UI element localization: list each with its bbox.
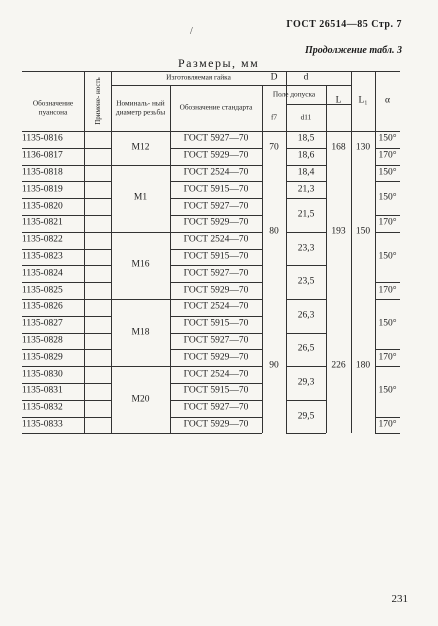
span-rule <box>111 366 170 367</box>
header-d11: d11 <box>300 112 312 122</box>
row-rule <box>22 299 111 300</box>
table-row-designation: 1135-0833 <box>22 419 63 430</box>
d-value-cell: 23,5 <box>297 276 315 287</box>
row-rule <box>170 282 262 283</box>
column-rule <box>111 71 112 433</box>
span-rule <box>375 433 400 434</box>
d-value-cell: 18,5 <box>297 133 315 144</box>
table-row-standard: ГОСТ 5915—70 <box>183 251 249 262</box>
span-rule <box>111 232 170 233</box>
row-rule <box>170 165 262 166</box>
table-row-standard: ГОСТ 2524—70 <box>183 167 249 178</box>
table-row-designation: 1135-0819 <box>22 184 63 195</box>
row-rule <box>22 282 111 283</box>
table-row-designation: 1136-0817 <box>22 150 63 161</box>
span-rule <box>286 198 326 199</box>
table-row-standard: ГОСТ 5915—70 <box>183 385 249 396</box>
table-row-designation: 1135-0818 <box>22 167 63 178</box>
table-row-standard: ГОСТ 5927—70 <box>183 200 249 211</box>
span-rule <box>111 165 170 166</box>
header-L1: L₁ <box>358 95 368 106</box>
row-rule <box>170 383 262 384</box>
row-rule <box>22 333 111 334</box>
row-rule <box>170 232 262 233</box>
table-row-designation: 1135-0830 <box>22 368 63 379</box>
alpha-value-cell: 150° <box>378 167 397 178</box>
group-header-rule <box>111 85 351 86</box>
header-alpha: α <box>385 95 390 106</box>
alpha-value-cell: 170° <box>378 284 397 295</box>
alpha-value-cell: 150° <box>378 133 397 144</box>
d-value-cell: 26,5 <box>297 343 315 354</box>
alpha-value-cell: 150° <box>378 318 397 329</box>
dimensions-table <box>22 71 400 433</box>
row-rule <box>22 349 111 350</box>
alpha-value-cell: 170° <box>378 150 397 161</box>
table-row-designation: 1135-0825 <box>22 284 63 295</box>
D-value-cell: 70 <box>269 142 279 153</box>
nominal-diameter-cell: М1 <box>133 192 148 203</box>
header-d: d <box>303 72 309 83</box>
column-rule <box>326 85 327 433</box>
row-rule <box>22 181 111 182</box>
row-rule <box>22 366 111 367</box>
span-rule <box>286 299 326 300</box>
span-rule <box>375 148 400 149</box>
row-rule <box>22 215 111 216</box>
span-rule <box>286 181 326 182</box>
table-row-designation: 1135-0831 <box>22 385 63 396</box>
pencil-mark: / <box>190 26 193 37</box>
row-rule <box>22 383 111 384</box>
row-rule <box>22 417 111 418</box>
row-rule <box>22 316 111 317</box>
table-row-designation: 1135-0826 <box>22 301 63 312</box>
row-rule <box>170 433 262 434</box>
span-rule <box>375 215 400 216</box>
alpha-value-cell: 150° <box>378 251 397 262</box>
table-row-standard: ГОСТ 5929—70 <box>183 284 249 295</box>
column-rule <box>351 71 352 433</box>
span-rule <box>286 366 326 367</box>
row-rule <box>22 400 111 401</box>
table-row-designation: 1135-0823 <box>22 251 63 262</box>
table-row-designation: 1135-0824 <box>22 268 63 279</box>
table-row-standard: ГОСТ 5927—70 <box>183 268 249 279</box>
header-f7: f7 <box>270 112 278 122</box>
span-rule <box>375 232 400 233</box>
table-row-standard: ГОСТ 5915—70 <box>183 184 249 195</box>
L-value-cell: 226 <box>331 360 346 371</box>
table-row-standard: ГОСТ 5929—70 <box>183 217 249 228</box>
row-rule <box>170 299 262 300</box>
document-header: ГОСТ 26514—85 Стр. 7 <box>286 19 402 30</box>
span-rule <box>286 165 326 166</box>
nominal-diameter-cell: М16 <box>131 259 150 270</box>
row-rule <box>22 433 111 434</box>
header-tolerance-field: Поле допуска <box>272 89 316 99</box>
span-rule <box>111 433 170 434</box>
row-rule <box>170 181 262 182</box>
table-row-standard: ГОСТ 5927—70 <box>183 335 249 346</box>
table-row-designation: 1135-0822 <box>22 234 63 245</box>
row-rule <box>170 249 262 250</box>
table-row-standard: ГОСТ 5927—70 <box>183 133 249 144</box>
row-rule <box>170 417 262 418</box>
nominal-diameter-cell: М18 <box>131 326 150 337</box>
table-row-standard: ГОСТ 2524—70 <box>183 368 249 379</box>
L1-value-cell: 130 <box>355 142 371 153</box>
table-row-designation: 1135-0827 <box>22 318 63 329</box>
d-value-cell: 21,5 <box>297 209 315 220</box>
header-bottom-rule <box>22 131 400 132</box>
d-value-cell: 29,3 <box>297 377 315 388</box>
header-applicability: Примене- ность <box>93 77 102 125</box>
d-value-cell: 23,3 <box>297 242 315 253</box>
header-standard: Обозначение стандарта <box>179 102 253 112</box>
table-row-standard: ГОСТ 2524—70 <box>183 234 249 245</box>
row-rule <box>170 316 262 317</box>
column-rule <box>262 85 263 433</box>
alpha-value-cell: 170° <box>378 352 397 363</box>
row-rule <box>170 148 262 149</box>
header-nominal-diameter: Номиналь- ный диаметр резьбы <box>115 98 166 116</box>
L-value-cell: 193 <box>331 226 346 237</box>
table-row-standard: ГОСТ 5929—70 <box>183 419 249 430</box>
column-rule <box>84 71 85 433</box>
table-row-designation: 1135-0829 <box>22 352 63 363</box>
L1-value-cell: 180 <box>355 360 371 371</box>
d-value-cell: 21,3 <box>297 184 315 195</box>
d-value-cell: 29,5 <box>297 410 315 421</box>
row-rule <box>22 165 111 166</box>
units-caption: Размеры, мм <box>178 56 260 70</box>
nominal-diameter-cell: М12 <box>131 142 150 153</box>
D-value-cell: 80 <box>269 226 279 237</box>
table-row-standard: ГОСТ 2524—70 <box>183 301 249 312</box>
span-rule <box>375 181 400 182</box>
L1-value-cell: 150 <box>355 226 371 237</box>
d-value-cell: 26,3 <box>297 310 315 321</box>
header-L: L <box>335 95 342 106</box>
span-rule <box>111 299 170 300</box>
row-rule <box>22 148 111 149</box>
span-rule <box>286 232 326 233</box>
table-continuation-label: Продолжение табл. 3 <box>304 45 402 56</box>
span-rule <box>286 265 326 266</box>
d-value-cell: 18,6 <box>297 150 315 161</box>
table-row-standard: ГОСТ 5927—70 <box>183 402 249 413</box>
alpha-value-cell: 170° <box>378 217 397 228</box>
table-row-designation: 1135-0816 <box>22 133 63 144</box>
row-rule <box>170 198 262 199</box>
d-value-cell: 18,4 <box>297 167 315 178</box>
row-rule <box>170 366 262 367</box>
row-rule <box>22 249 111 250</box>
table-row-standard: ГОСТ 5915—70 <box>183 318 249 329</box>
row-rule <box>170 333 262 334</box>
row-rule <box>170 265 262 266</box>
row-rule <box>22 198 111 199</box>
span-rule <box>286 400 326 401</box>
row-rule <box>22 232 111 233</box>
header-D: D <box>270 72 278 83</box>
alpha-value-cell: 170° <box>378 419 397 430</box>
span-rule <box>375 299 400 300</box>
row-rule <box>22 265 111 266</box>
row-rule <box>170 215 262 216</box>
table-row-designation: 1135-0832 <box>22 402 63 413</box>
row-rule <box>170 349 262 350</box>
span-rule <box>375 417 400 418</box>
span-rule <box>286 433 326 434</box>
table-row-designation: 1135-0828 <box>22 335 63 346</box>
table-row-designation: 1135-0820 <box>22 200 63 211</box>
table-row-designation: 1135-0821 <box>22 217 63 228</box>
nominal-diameter-cell: М20 <box>131 394 150 405</box>
span-rule <box>375 165 400 166</box>
span-rule <box>375 282 400 283</box>
span-rule <box>286 333 326 334</box>
table-row-standard: ГОСТ 5929—70 <box>183 352 249 363</box>
span-rule <box>286 148 326 149</box>
page-number: 231 <box>391 593 408 605</box>
D-value-cell: 90 <box>269 360 279 371</box>
table-row-standard: ГОСТ 5929—70 <box>183 150 249 161</box>
header-manufactured-nut: Изготовляемая гайка <box>166 72 231 82</box>
header-designation: Обозначение пуансона <box>32 98 74 116</box>
alpha-value-cell: 150° <box>378 385 397 396</box>
row-rule <box>170 400 262 401</box>
alpha-value-cell: 150° <box>378 192 397 203</box>
span-rule <box>375 349 400 350</box>
span-rule <box>375 366 400 367</box>
L-value-cell: 168 <box>331 142 346 153</box>
